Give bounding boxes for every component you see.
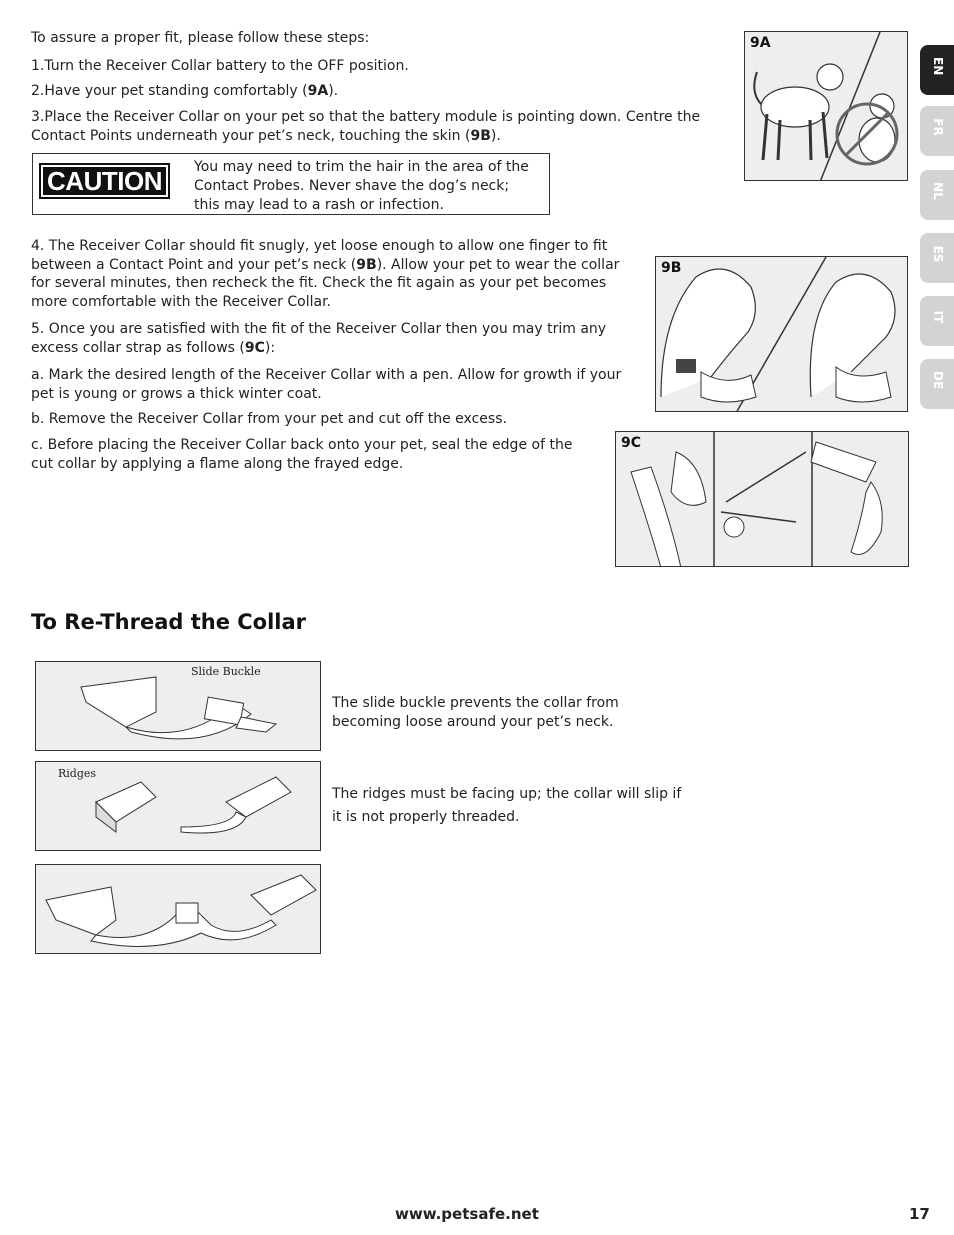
dog-collar-fit-illustration [656, 257, 908, 412]
tab-fr[interactable] [920, 106, 954, 156]
tab-de[interactable] [920, 359, 954, 409]
slide-buckle-illustration [36, 662, 321, 751]
step-5: 5. Once you are satisfied with the fit of the Receiver Collar then you may trim any excess collar strap as follows (9C): [31, 321, 607, 356]
step-5b: b. Remove the Receiver Collar from your pet and cut off the excess. [31, 411, 507, 427]
step-5c: c. Before placing the Receiver Collar back onto your pet, seal the edge of the cut collar by applying a flame along the frayed edge. [31, 437, 573, 472]
rethread-heading: To Re-Thread the Collar [31, 610, 307, 634]
ridges-figure [35, 761, 321, 851]
figure-9c-label: 9C [621, 435, 642, 451]
figure-9b-label: 9B [661, 260, 682, 276]
step-2: 2.Have your pet standing comfortably (9A). [31, 83, 339, 99]
slide-buckle-caption: The slide buckle prevents the collar from becoming loose around your pet’s neck. [332, 695, 619, 730]
step-1: 1.Turn the Receiver Collar battery to the OFF position. [31, 58, 409, 74]
caution-text: You may need to trim the hair in the area of the Contact Probes. Never shave the dog’s neck; this may lead to a rash or infection. [194, 159, 529, 213]
step-4: 4. The Receiver Collar should fit snugly, yet loose enough to allow one finger to fit between a Contact Point and your pet’s neck (9B). Allow your pet to wear the collar for several minutes, then recheck the fit. Check the fit again as your pet becomes more comfortable with the Receiver Collar. [31, 238, 620, 310]
slide-buckle-label: Slide Buckle [191, 665, 261, 678]
tab-en-label: EN [931, 57, 945, 76]
assembled-collar-figure [35, 864, 321, 954]
tab-fr-label: FR [931, 118, 945, 136]
caution-box [32, 153, 550, 215]
dog-standing-illustration [745, 32, 908, 181]
slide-buckle-figure [35, 661, 321, 751]
figure-9a-label: 9A [750, 35, 771, 51]
footer-url: www.petsafe.net [395, 1205, 539, 1223]
tab-de-label: DE [931, 371, 945, 390]
step-5a: a. Mark the desired length of the Receiver Collar with a pen. Allow for growth if your pet is young or grows a thick winter coat. [31, 367, 622, 402]
caution-badge: CAUTION [39, 163, 170, 199]
intro-text: To assure a proper fit, please follow these steps: [31, 30, 370, 46]
assembled-collar-illustration [36, 865, 321, 954]
tab-es-label: ES [931, 245, 945, 263]
figure-9b [655, 256, 908, 412]
tab-en[interactable] [920, 45, 954, 95]
figure-9a [744, 31, 908, 181]
collar-trim-illustration [616, 432, 909, 567]
ridges-caption: The ridges must be facing up; the collar will slip if it is not properly threaded. [332, 786, 682, 825]
step-3: 3.Place the Receiver Collar on your pet so that the battery module is pointing down. Centre the Contact Points underneath your pet’s neck, touching the skin (9B). [31, 109, 701, 144]
tab-it-label: IT [931, 310, 945, 324]
page-number: 17 [909, 1205, 930, 1223]
tab-it[interactable] [920, 296, 954, 346]
tab-nl[interactable] [920, 170, 954, 220]
tab-es[interactable] [920, 233, 954, 283]
figure-9c [615, 431, 909, 567]
ridges-label: Ridges [58, 767, 97, 780]
tab-nl-label: NL [931, 182, 945, 200]
